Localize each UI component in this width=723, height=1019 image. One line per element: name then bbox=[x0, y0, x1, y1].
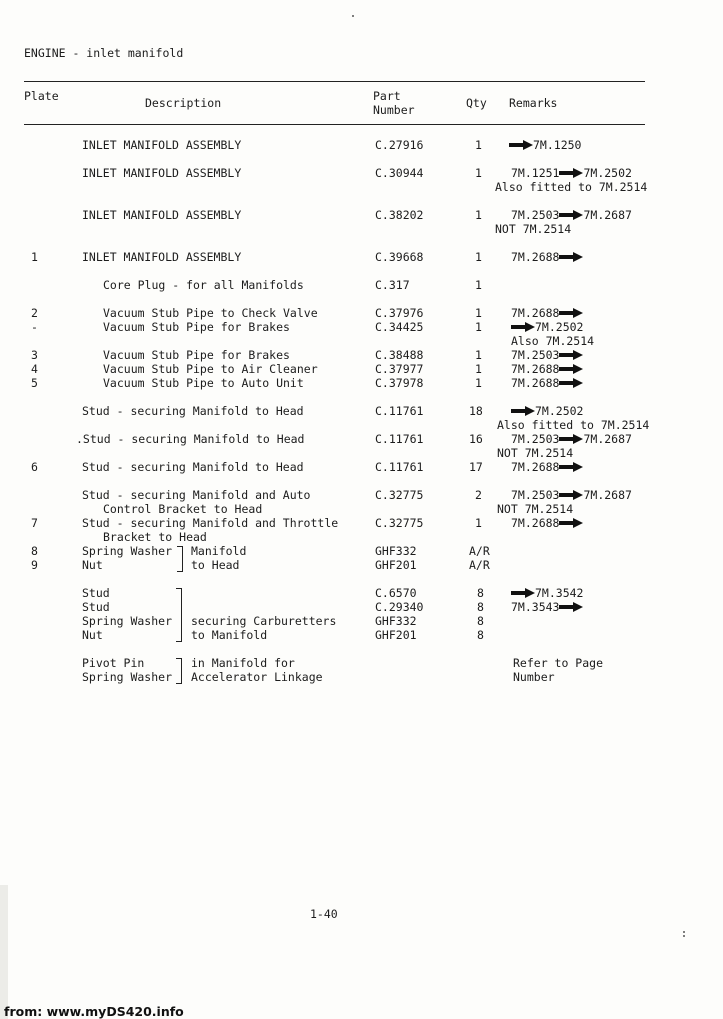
bracket bbox=[176, 658, 182, 684]
scan-speck bbox=[683, 931, 685, 933]
row-description: Nut bbox=[82, 628, 103, 642]
row-part-number: C.37977 bbox=[375, 362, 424, 376]
row-qty: 2 bbox=[475, 488, 482, 502]
row-qty: 1 bbox=[475, 516, 482, 530]
row-description: Stud - securing Manifold to Head bbox=[82, 460, 304, 474]
row-remarks-note: Also 7M.2514 bbox=[511, 334, 595, 348]
row-part-number: C.37976 bbox=[375, 306, 424, 320]
row-description: Vacuum Stub Pipe for Brakes bbox=[103, 320, 290, 334]
group-note: Accelerator Linkage bbox=[191, 670, 323, 684]
header-part-line1: Part bbox=[373, 89, 401, 103]
row-remarks: 7M.3543 bbox=[511, 600, 583, 614]
row-qty: 8 bbox=[477, 586, 484, 600]
row-remarks-note: NOT 7M.2514 bbox=[497, 446, 574, 460]
row-plate: 7 bbox=[31, 516, 38, 530]
row-qty: A/R bbox=[469, 558, 490, 572]
row-description-ext: to Head bbox=[191, 558, 240, 572]
row-remarks: 7M.2503 7M.2687 bbox=[511, 208, 632, 222]
row-qty: 1 bbox=[475, 138, 482, 152]
row-remarks: 7M.2688 bbox=[511, 460, 583, 474]
page-title: ENGINE - inlet manifold bbox=[24, 46, 184, 60]
page-number: 1-40 bbox=[310, 907, 338, 921]
arrow-icon bbox=[511, 588, 535, 598]
row-remarks-note: Also fitted to 7M.2514 bbox=[497, 418, 650, 432]
scan-speck bbox=[683, 935, 685, 937]
arrow-icon bbox=[559, 168, 583, 178]
row-remarks-note: NOT 7M.2514 bbox=[497, 502, 574, 516]
row-qty: 1 bbox=[475, 166, 482, 180]
row-description: Vacuum Stub Pipe for Brakes bbox=[103, 348, 290, 362]
row-remarks: 7M.2502 bbox=[511, 404, 583, 418]
row-part-number: C.30944 bbox=[375, 166, 424, 180]
arrow-icon bbox=[559, 364, 583, 374]
row-remarks: 7M.2688 bbox=[511, 250, 583, 264]
row-part-number: C.317 bbox=[375, 278, 410, 292]
row-remarks: 7M.1251 7M.2502 bbox=[511, 166, 632, 180]
row-qty: 16 bbox=[469, 432, 483, 446]
row-qty: 8 bbox=[477, 614, 484, 628]
row-qty: A/R bbox=[469, 544, 490, 558]
group-note: in Manifold for bbox=[191, 656, 295, 670]
row-plate: 4 bbox=[31, 362, 38, 376]
row-remarks-note: Number bbox=[513, 670, 555, 684]
row-part-number: C.11761 bbox=[375, 432, 424, 446]
arrow-icon bbox=[559, 462, 583, 472]
row-remarks: 7M.2503 7M.2687 bbox=[511, 432, 632, 446]
row-remarks: Refer to Page bbox=[513, 656, 604, 670]
row-remarks: 7M.2688 bbox=[511, 306, 583, 320]
arrow-icon bbox=[511, 322, 535, 332]
arrow-icon bbox=[559, 434, 583, 444]
row-part-number: C.6570 bbox=[375, 586, 417, 600]
arrow-icon bbox=[559, 308, 583, 318]
row-qty: 1 bbox=[475, 278, 482, 292]
header-rule-top bbox=[24, 81, 645, 82]
bracket bbox=[176, 588, 182, 642]
row-description: Stud - securing Manifold and Throttle bbox=[82, 516, 339, 530]
row-qty: 17 bbox=[469, 460, 483, 474]
row-description: INLET MANIFOLD ASSEMBLY bbox=[82, 208, 242, 222]
arrow-icon bbox=[559, 350, 583, 360]
header-rule-bottom bbox=[24, 124, 645, 125]
row-qty: 1 bbox=[475, 320, 482, 334]
row-description-ext: Manifold bbox=[191, 544, 247, 558]
row-part-number: C.37978 bbox=[375, 376, 424, 390]
row-part-number: C.11761 bbox=[375, 404, 424, 418]
row-part-number: C.32775 bbox=[375, 516, 424, 530]
bracket bbox=[177, 546, 183, 572]
row-part-number: C.38488 bbox=[375, 348, 424, 362]
row-description: Pivot Pin bbox=[82, 656, 145, 670]
group-note: to Manifold bbox=[191, 628, 268, 642]
row-description-cont: Bracket to Head bbox=[103, 530, 207, 544]
row-part-number: C.32775 bbox=[375, 488, 424, 502]
row-qty: 1 bbox=[475, 376, 482, 390]
header-remarks: Remarks bbox=[509, 96, 558, 110]
row-part-number: C.11761 bbox=[375, 460, 424, 474]
group-note: securing Carburetters bbox=[191, 614, 337, 628]
row-description: Spring Washer bbox=[82, 614, 173, 628]
row-remarks: 7M.2503 bbox=[511, 348, 583, 362]
row-description: Stud bbox=[82, 600, 110, 614]
row-description: Core Plug - for all Manifolds bbox=[103, 278, 304, 292]
row-description: Vacuum Stub Pipe to Air Cleaner bbox=[103, 362, 318, 376]
scan-edge-shade bbox=[0, 885, 8, 1019]
row-remarks-note: NOT 7M.2514 bbox=[495, 222, 572, 236]
arrow-icon bbox=[559, 210, 583, 220]
row-description: INLET MANIFOLD ASSEMBLY bbox=[82, 250, 242, 264]
header-part-line2: Number bbox=[373, 103, 415, 117]
row-qty: 1 bbox=[475, 208, 482, 222]
row-plate: 9 bbox=[31, 558, 38, 572]
row-qty: 1 bbox=[475, 362, 482, 376]
row-plate: 3 bbox=[31, 348, 38, 362]
row-qty: 8 bbox=[477, 628, 484, 642]
row-remarks-note: Also fitted to 7M.2514 bbox=[495, 180, 648, 194]
row-part-number: C.38202 bbox=[375, 208, 424, 222]
row-plate: 8 bbox=[31, 544, 38, 558]
row-part-number: C.34425 bbox=[375, 320, 424, 334]
row-remarks: 7M.3542 bbox=[511, 586, 583, 600]
row-description: Spring Washer bbox=[82, 544, 173, 558]
row-remarks: 7M.2502 bbox=[511, 320, 583, 334]
row-part-number: GHF332 bbox=[375, 614, 417, 628]
arrow-icon bbox=[511, 406, 535, 416]
row-remarks: 7M.2503 7M.2687 bbox=[511, 488, 632, 502]
row-plate: 2 bbox=[31, 306, 38, 320]
row-description: INLET MANIFOLD ASSEMBLY bbox=[82, 138, 242, 152]
row-qty: 18 bbox=[469, 404, 483, 418]
row-part-number: GHF201 bbox=[375, 628, 417, 642]
row-remarks: 7M.2688 bbox=[511, 376, 583, 390]
row-plate: 5 bbox=[31, 376, 38, 390]
arrow-icon bbox=[559, 490, 583, 500]
header-qty: Qty bbox=[466, 96, 487, 110]
row-part-number: C.39668 bbox=[375, 250, 424, 264]
row-remarks: 7M.2688 bbox=[511, 516, 583, 530]
row-qty: 1 bbox=[475, 348, 482, 362]
row-description: Vacuum Stub Pipe to Auto Unit bbox=[103, 376, 304, 390]
row-qty: 1 bbox=[475, 306, 482, 320]
row-description: Stud - securing Manifold and Auto bbox=[82, 488, 311, 502]
row-description-cont: Control Bracket to Head bbox=[103, 502, 263, 516]
row-part-number: GHF201 bbox=[375, 558, 417, 572]
scan-speck bbox=[352, 15, 354, 17]
header-plate: Plate bbox=[24, 89, 59, 103]
row-qty: 8 bbox=[477, 600, 484, 614]
arrow-icon bbox=[559, 252, 583, 262]
row-remarks: 7M.2688 bbox=[511, 362, 583, 376]
row-part-number: C.27916 bbox=[375, 138, 424, 152]
row-description: Nut bbox=[82, 558, 103, 572]
row-description: Stud bbox=[82, 586, 110, 600]
row-plate: - bbox=[31, 320, 38, 334]
header-description: Description bbox=[145, 96, 222, 110]
arrow-icon bbox=[509, 140, 533, 150]
arrow-icon bbox=[559, 378, 583, 388]
row-qty: 1 bbox=[475, 250, 482, 264]
row-description: .Stud - securing Manifold to Head bbox=[76, 432, 305, 446]
row-description: Spring Washer bbox=[82, 670, 173, 684]
row-description: Vacuum Stub Pipe to Check Valve bbox=[103, 306, 318, 320]
row-description: INLET MANIFOLD ASSEMBLY bbox=[82, 166, 242, 180]
row-plate: 6 bbox=[31, 460, 38, 474]
row-part-number: GHF332 bbox=[375, 544, 417, 558]
row-part-number: C.29340 bbox=[375, 600, 424, 614]
row-description: Stud - securing Manifold to Head bbox=[82, 404, 304, 418]
row-remarks: 7M.1250 bbox=[509, 138, 581, 152]
row-plate: 1 bbox=[31, 250, 38, 264]
source-watermark: from: www.myDS420.info bbox=[4, 1004, 184, 1019]
arrow-icon bbox=[559, 518, 583, 528]
arrow-icon bbox=[559, 602, 583, 612]
